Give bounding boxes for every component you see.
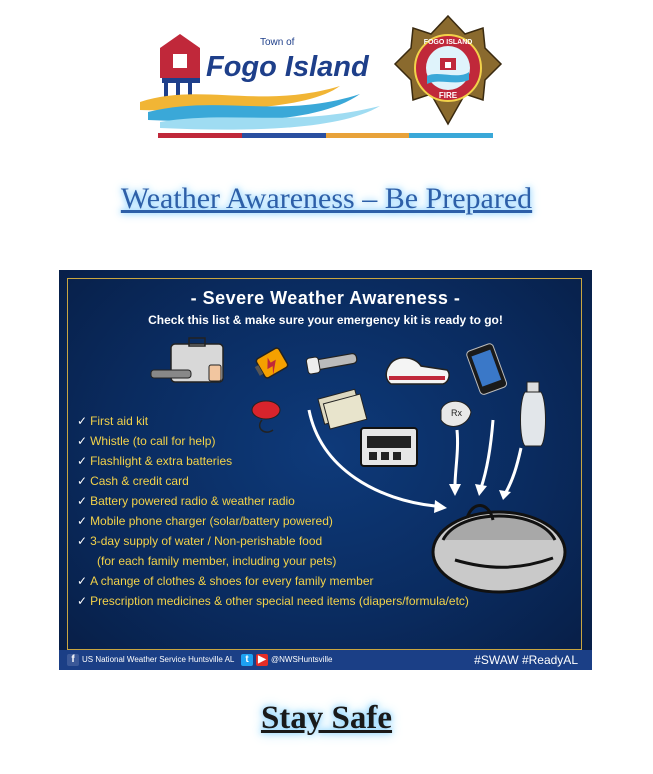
list-item: ✓ A change of clothes & shoes for every family member (77, 574, 374, 588)
phone-icon (466, 343, 508, 396)
hashtags: #SWAW #ReadyAL (474, 653, 578, 667)
poster-footer (59, 650, 592, 670)
fire-logo-bottom-text: FIRE (438, 91, 458, 100)
list-item-continuation: (for each family member, including your pets) (97, 554, 337, 568)
town-of-label: Town of (260, 37, 295, 48)
list-item: ✓ Cash & credit card (77, 474, 189, 488)
twitter-youtube-credit: t ▶ @NWSHuntsville (241, 650, 332, 670)
fogo-island-logo (140, 20, 390, 130)
page-title: Weather Awareness – Be Prepared (120, 182, 533, 215)
water-bottle-icon (521, 382, 546, 446)
facebook-credit: f US National Weather Service Huntsville AL (67, 650, 234, 670)
list-item: ✓ Whistle (to call for help) (77, 434, 216, 448)
facebook-icon: f (67, 654, 79, 666)
rule-red (158, 133, 242, 138)
emergency-checklist (77, 411, 517, 611)
house-icon (160, 34, 200, 99)
weather-awareness-poster (59, 270, 592, 670)
fogo-island-fire-logo (393, 14, 503, 126)
poster-subheading: Check this list & make sure your emergency kit is ready to go! (148, 313, 503, 327)
list-item: ✓ Mobile phone charger (solar/battery powered) (77, 514, 333, 528)
list-item: ✓ Flashlight & extra batteries (77, 454, 233, 468)
first-aid-kit-icon (151, 338, 223, 382)
poster-heading: - Severe Weather Awareness - (190, 288, 461, 308)
shoe-icon (386, 358, 449, 384)
list-item: ✓ 3-day supply of water / Non-perishable food (for each family member, including your pets) (77, 531, 517, 571)
list-item: ✓ Battery powered radio & weather radio (77, 494, 295, 508)
list-item: ✓ First aid kit (77, 414, 149, 428)
stay-safe-heading: Stay Safe (260, 700, 393, 736)
twitter-icon: t (241, 654, 253, 666)
list-item: ✓ Prescription medicines & other special need items (diapers/formula/etc) (77, 594, 469, 608)
fire-logo-top-text: FOGO ISLAND (423, 39, 473, 46)
rule-blue (242, 133, 326, 138)
town-name: Fogo Island (206, 51, 369, 83)
battery-icon (252, 347, 289, 381)
flashlight-icon (306, 350, 358, 374)
rule-orange (326, 133, 410, 138)
youtube-icon: ▶ (256, 654, 268, 666)
svg-text:Rx: Rx (451, 408, 462, 418)
rule-cyan (409, 133, 493, 138)
color-rule (158, 133, 493, 138)
